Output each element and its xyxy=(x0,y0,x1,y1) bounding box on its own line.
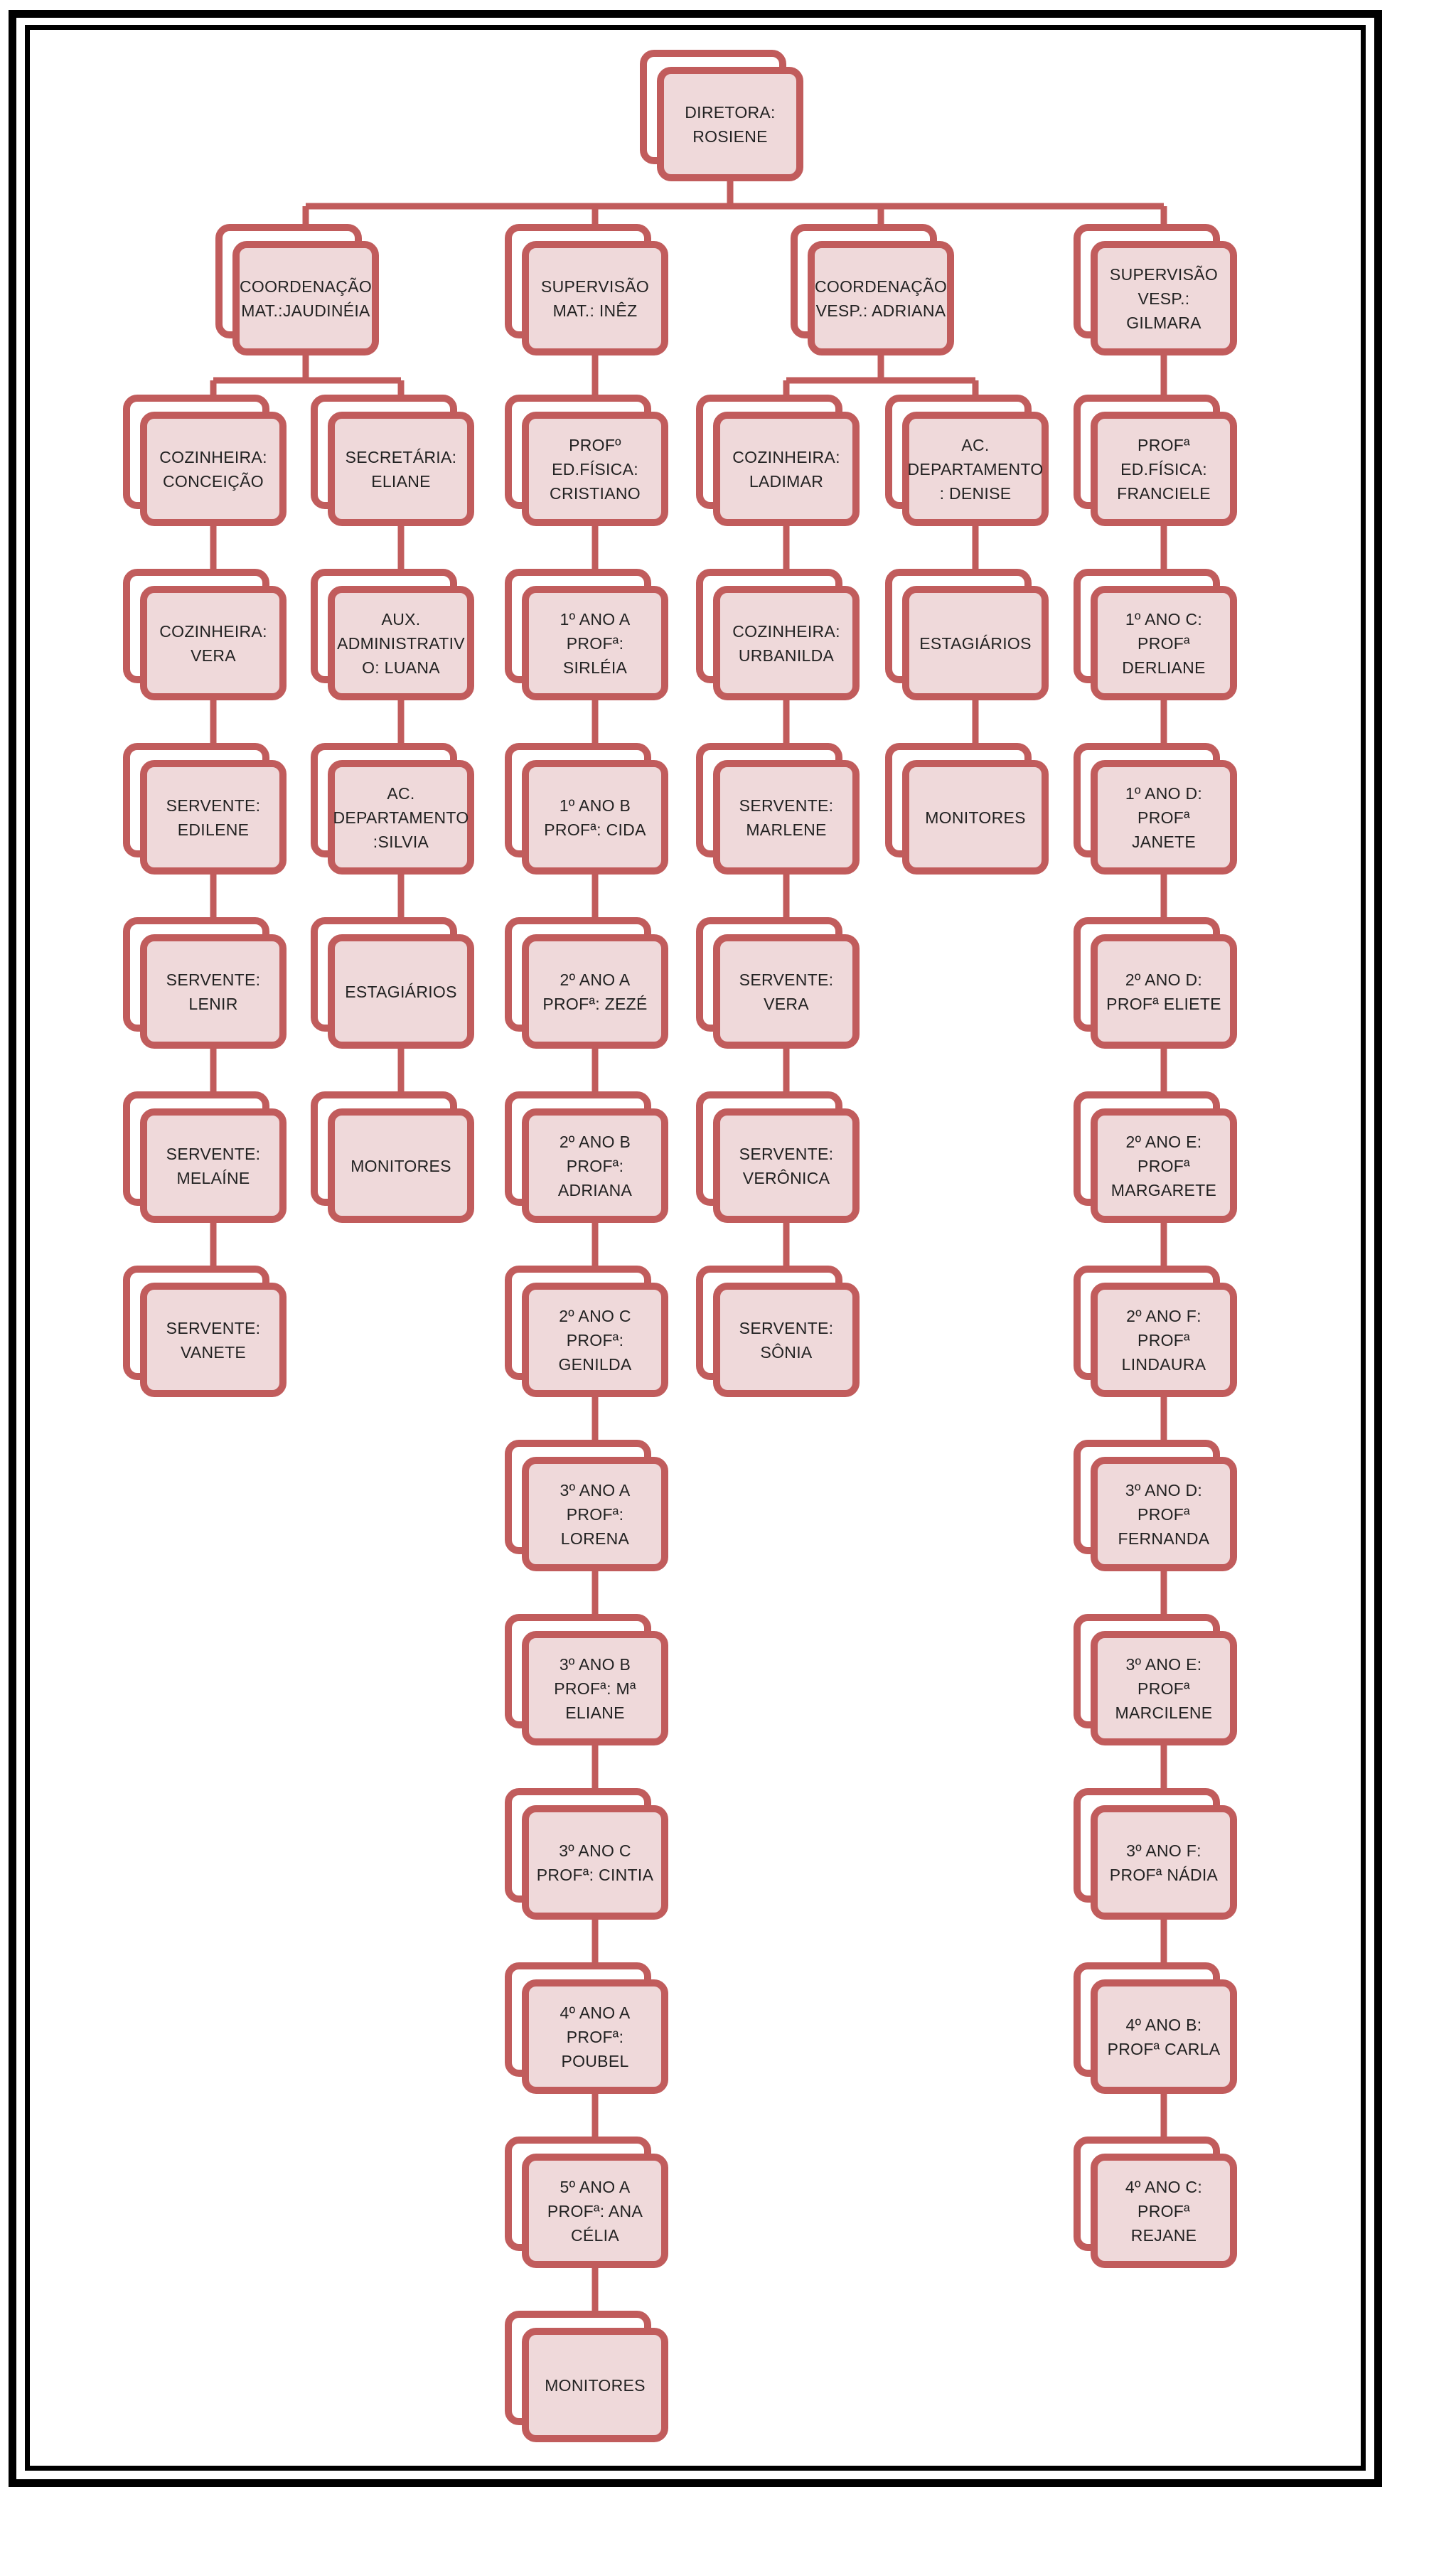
node-label: ESTAGIÁRIOS xyxy=(919,633,1032,653)
node-servente-lenir xyxy=(123,917,287,1049)
node-label: 1º ANO C: PROFª DERLIANE xyxy=(1122,609,1206,677)
node-2-ano-c-prof-genilda xyxy=(505,1266,668,1397)
node-label: COZINHEIRA: LADIMAR xyxy=(732,447,840,491)
node-box xyxy=(328,586,474,700)
node-box xyxy=(232,241,379,355)
node-box xyxy=(1091,1283,1237,1397)
node-label: SERVENTE: VERA xyxy=(739,970,834,1013)
node-box xyxy=(522,934,668,1049)
node-label: 3º ANO D: PROFª FERNANDA xyxy=(1118,1480,1210,1548)
node-box xyxy=(1091,760,1237,875)
node-box xyxy=(522,412,668,526)
node-4-ano-c-prof-rejane xyxy=(1074,2137,1237,2268)
node-label: 2º ANO A PROFª: ZEZÉ xyxy=(542,970,648,1013)
node-label: 4º ANO C: PROFª REJANE xyxy=(1125,2177,1203,2245)
node-servente-marlene xyxy=(696,743,860,875)
node-2-ano-d-prof-eliete xyxy=(1074,917,1237,1049)
node-2-ano-e-prof-margarete xyxy=(1074,1091,1237,1223)
node-box xyxy=(522,760,668,875)
node-box xyxy=(713,760,860,875)
node-label: 3º ANO B PROFª: Mª ELIANE xyxy=(554,1654,636,1722)
node-monitores xyxy=(885,743,1049,875)
node-secretaria-eliane xyxy=(311,395,474,526)
node-box xyxy=(522,2154,668,2268)
node-box xyxy=(522,586,668,700)
node-label: COORDENAÇÃO MAT.:JAUDINÉIA xyxy=(239,277,373,320)
node-cozinheira-conceicao xyxy=(123,395,287,526)
node-label: 1º ANO A PROFª: SIRLÉIA xyxy=(560,609,631,677)
node-2-ano-b-prof-adriana xyxy=(505,1091,668,1223)
node-box xyxy=(522,241,668,355)
node-label: COZINHEIRA: VERA xyxy=(159,621,267,665)
node-5-ano-a-prof-ana-celia xyxy=(505,2137,668,2268)
node-label: COORDENAÇÃO VESP.: ADRIANA xyxy=(814,277,948,320)
node-box xyxy=(328,934,474,1049)
node-box xyxy=(1091,1805,1237,1920)
node-box xyxy=(522,1283,668,1397)
node-servente-veronica xyxy=(696,1091,860,1223)
node-1-ano-d-prof-janete xyxy=(1074,743,1237,875)
node-box xyxy=(902,760,1049,875)
node-box xyxy=(522,1457,668,1571)
node-label: SERVENTE: VANETE xyxy=(166,1318,261,1362)
node-box xyxy=(808,241,954,355)
node-box xyxy=(713,934,860,1049)
node-servente-edilene xyxy=(123,743,287,875)
node-label: 4º ANO A PROFª: POUBEL xyxy=(560,2003,631,2070)
node-label: 3º ANO E: PROFª MARCILENE xyxy=(1115,1654,1213,1722)
node-3-ano-e-prof-marcilene xyxy=(1074,1614,1237,1745)
node-label: SERVENTE: VERÔNICA xyxy=(739,1144,834,1187)
node-aux-administrativ-o-luana xyxy=(311,569,474,700)
node-1-ano-a-prof-sirleia xyxy=(505,569,668,700)
node-2-ano-a-prof-zeze xyxy=(505,917,668,1049)
node-label: 3º ANO C PROFª: CINTIA xyxy=(536,1841,654,1884)
node-label: SERVENTE: MARLENE xyxy=(739,796,834,839)
node-label: AC. DEPARTAMENTO : DENISE xyxy=(907,435,1044,503)
node-label: 2º ANO C PROFª: GENILDA xyxy=(558,1306,632,1374)
node-label: 3º ANO A PROFª: LORENA xyxy=(560,1480,631,1548)
node-box xyxy=(522,2328,668,2442)
node-box xyxy=(1091,1457,1237,1571)
node-box xyxy=(1091,2154,1237,2268)
node-3-ano-a-prof-lorena xyxy=(505,1440,668,1571)
node-supervisao-mat-inez xyxy=(505,224,668,355)
node-label: PROFº ED.FÍSICA: CRISTIANO xyxy=(550,435,641,503)
node-box xyxy=(140,934,287,1049)
node-box xyxy=(328,760,474,875)
node-box xyxy=(1091,412,1237,526)
node-ac-departamento-denise xyxy=(885,395,1049,526)
node-box xyxy=(140,1283,287,1397)
node-box xyxy=(902,412,1049,526)
node-box xyxy=(713,586,860,700)
node-box xyxy=(713,1283,860,1397)
node-label: 2º ANO D: PROFª ELIETE xyxy=(1106,970,1221,1013)
node-label: COZINHEIRA: URBANILDA xyxy=(732,621,840,665)
node-2-ano-f-prof-lindaura xyxy=(1074,1266,1237,1397)
node-label: 5º ANO A PROFª: ANA CÉLIA xyxy=(547,2177,643,2245)
node-label: SERVENTE: LENIR xyxy=(166,970,261,1013)
node-box xyxy=(1091,1108,1237,1223)
node-box xyxy=(140,412,287,526)
node-servente-melaine xyxy=(123,1091,287,1223)
node-box xyxy=(522,1631,668,1745)
node-prof-ed-fisica-franciele xyxy=(1074,395,1237,526)
node-box xyxy=(140,1108,287,1223)
node-box xyxy=(1091,1979,1237,2094)
node-label: 3º ANO F: PROFª NÁDIA xyxy=(1109,1841,1219,1884)
node-estagiarios xyxy=(885,569,1049,700)
node-box xyxy=(1091,1631,1237,1745)
node-cozinheira-urbanilda xyxy=(696,569,860,700)
node-ac-departamento-silvia xyxy=(311,743,474,875)
node-label: MONITORES xyxy=(350,1156,451,1175)
node-label: ESTAGIÁRIOS xyxy=(345,982,457,1001)
node-label: SERVENTE: MELAÍNE xyxy=(166,1144,261,1187)
node-label: 2º ANO F: PROFª LINDAURA xyxy=(1121,1306,1206,1374)
node-label: 2º ANO E: PROFª MARGARETE xyxy=(1110,1132,1217,1199)
node-box xyxy=(1091,241,1237,355)
node-monitores xyxy=(505,2311,668,2442)
node-box xyxy=(1091,934,1237,1049)
node-servente-vera xyxy=(696,917,860,1049)
node-label: COZINHEIRA: CONCEIÇÃO xyxy=(159,447,267,491)
node-label: PROFª ED.FÍSICA: FRANCIELE xyxy=(1117,435,1211,503)
node-1-ano-c-prof-derliane xyxy=(1074,569,1237,700)
node-box xyxy=(902,586,1049,700)
node-box xyxy=(328,1108,474,1223)
node-supervisao-vesp-gilmara xyxy=(1074,224,1237,355)
node-servente-sonia xyxy=(696,1266,860,1397)
node-coordenacao-mat-jaudineia xyxy=(215,224,379,355)
node-label: SUPERVISÃO VESP.: GILMARA xyxy=(1109,264,1219,332)
node-3-ano-d-prof-fernanda xyxy=(1074,1440,1237,1571)
node-3-ano-f-prof-nadia xyxy=(1074,1788,1237,1920)
node-3-ano-c-prof-cintia xyxy=(505,1788,668,1920)
node-4-ano-a-prof-poubel xyxy=(505,1962,668,2094)
node-4-ano-b-prof-carla xyxy=(1074,1962,1237,2094)
node-label: SUPERVISÃO MAT.: INÊZ xyxy=(540,277,650,320)
node-cozinheira-ladimar xyxy=(696,395,860,526)
node-estagiarios xyxy=(311,917,474,1049)
node-label: SERVENTE: EDILENE xyxy=(166,796,261,839)
node-monitores xyxy=(311,1091,474,1223)
node-servente-vanete xyxy=(123,1266,287,1397)
node-label: SERVENTE: SÔNIA xyxy=(739,1318,834,1362)
node-cozinheira-vera xyxy=(123,569,287,700)
node-3-ano-b-prof-m-eliane xyxy=(505,1614,668,1745)
node-1-ano-b-prof-cida xyxy=(505,743,668,875)
node-box xyxy=(713,412,860,526)
node-label: 4º ANO B: PROFª CARLA xyxy=(1107,2015,1221,2058)
node-box xyxy=(522,1108,668,1223)
node-prof-ed-fisica-cristiano xyxy=(505,395,668,526)
node-box xyxy=(1091,586,1237,700)
node-box xyxy=(140,586,287,700)
node-coordenacao-vesp-adriana xyxy=(791,224,954,355)
node-label: DIRETORA: ROSIENE xyxy=(685,102,776,146)
node-label: 1º ANO B PROFª: CIDA xyxy=(544,796,646,839)
node-box xyxy=(140,760,287,875)
node-label: AC. DEPARTAMENTO :SILVIA xyxy=(333,784,469,851)
node-box xyxy=(522,1805,668,1920)
node-box xyxy=(522,1979,668,2094)
node-diretora-rosiene xyxy=(640,50,803,181)
node-label: 1º ANO D: PROFª JANETE xyxy=(1125,784,1203,851)
node-label: 2º ANO B PROFª: ADRIANA xyxy=(557,1132,633,1199)
node-box xyxy=(657,67,803,181)
node-label: MONITORES xyxy=(925,808,1026,827)
node-label: MONITORES xyxy=(545,2375,646,2395)
node-label: AUX. ADMINISTRATIV O: LUANA xyxy=(337,609,465,677)
node-label: SECRETÁRIA: ELIANE xyxy=(345,447,457,491)
node-box xyxy=(713,1108,860,1223)
node-box xyxy=(328,412,474,526)
